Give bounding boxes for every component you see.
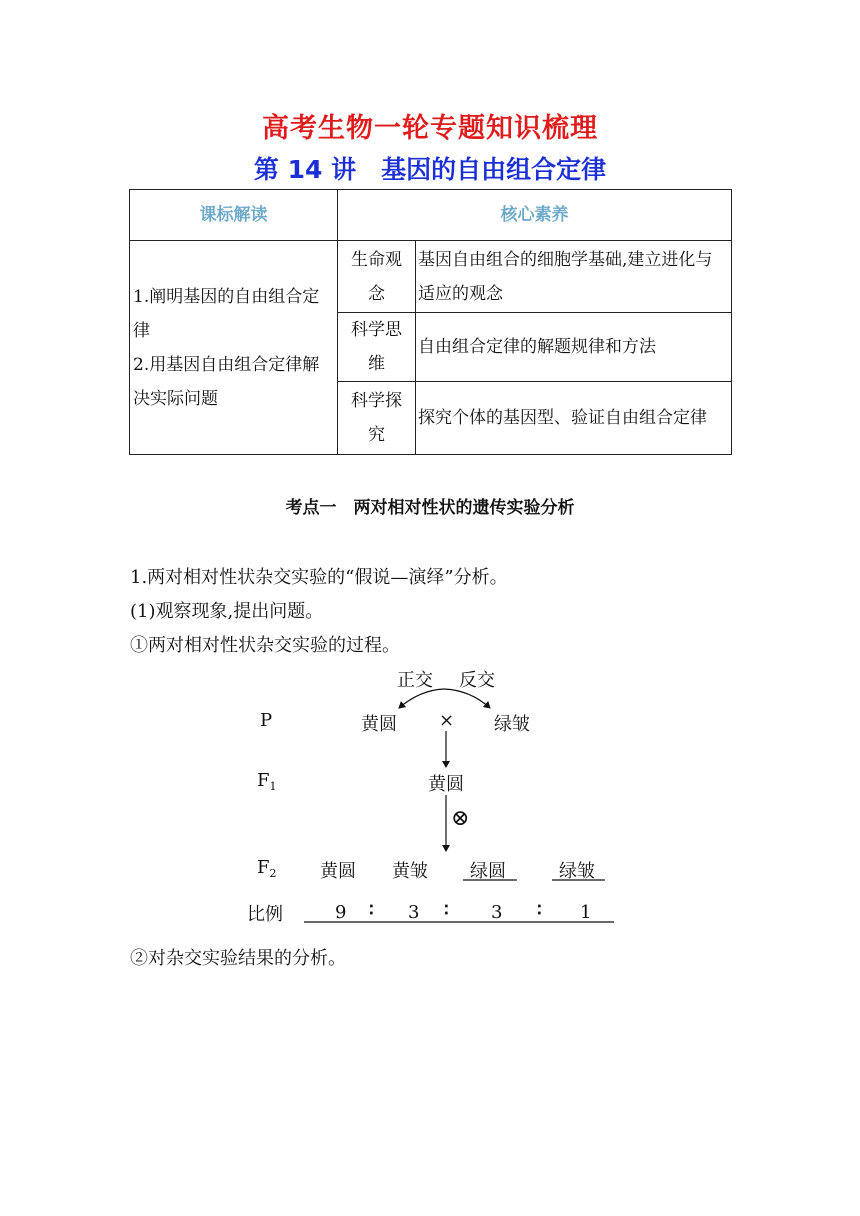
f2-phenotype: 黄皱 — [392, 861, 428, 882]
col2-header: 核心素养 — [338, 190, 732, 241]
lecture-title: 第 14 讲 基因的自由组合定律 — [253, 155, 607, 184]
f2-phenotype: 绿圆 — [470, 861, 506, 882]
standard-item: 1.阐明基因的自由组合定律 — [133, 286, 320, 341]
col1-header: 课标解读 — [130, 190, 338, 241]
ratio-value: 1 — [580, 902, 592, 923]
cross-symbol: × — [439, 710, 455, 731]
ratio-label: 比例 — [247, 904, 283, 925]
f2-phenotype: 黄圆 — [320, 861, 356, 882]
parent-green-wrinkled: 绿皱 — [494, 714, 530, 735]
selfing-symbol: ⊗ — [451, 806, 470, 831]
forward-cross-label: 正交 — [397, 670, 433, 691]
ratio-separator: ∶ — [369, 900, 374, 921]
literacy-description: 探究个体的基因型、验证自由组合定律 — [416, 382, 732, 455]
standard-item: 2.用基因自由组合定律解决实际问题 — [133, 354, 320, 409]
main-title: 高考生物一轮专题知识梳理 — [262, 113, 598, 144]
paragraph-1: 1.两对相对性状杂交实验的“假说—演绎”分析。 — [130, 567, 508, 588]
section-heading: 考点一 两对相对性状的遗传实验分析 — [285, 498, 575, 518]
f1-phenotype: 黄圆 — [428, 774, 464, 795]
generation-f2-label: $F_2$ — [257, 857, 277, 880]
ratio-value: 3 — [408, 902, 420, 923]
ratio-separator: ∶ — [537, 900, 542, 921]
parent-yellow-round: 黄圆 — [361, 714, 397, 735]
literacy-category: 科学探 究 — [338, 382, 416, 455]
standards-cell — [130, 241, 338, 455]
standards-table — [129, 189, 732, 455]
ratio-value: 9 — [335, 902, 347, 923]
generation-p-label: P — [260, 710, 273, 731]
paragraph-2: (1)观察现象,提出问题。 — [130, 601, 324, 622]
paragraph-3: ①两对相对性状杂交实验的过程。 — [130, 635, 400, 656]
literacy-description: 自由组合定律的解题规律和方法 — [416, 313, 732, 382]
literacy-category: 生命观 念 — [338, 241, 416, 313]
f2-phenotype: 绿皱 — [559, 861, 595, 882]
paragraph-4: ②对杂交实验结果的分析。 — [130, 948, 346, 969]
literacy-category: 科学思 维 — [338, 313, 416, 382]
ratio-separator: ∶ — [444, 900, 449, 921]
reverse-cross-label: 反交 — [459, 670, 495, 691]
generation-f1-label: $F_1$ — [257, 770, 277, 793]
literacy-description: 基因自由组合的细胞学基础,建立进化与适应的观念 — [416, 241, 732, 313]
ratio-value: 3 — [491, 902, 503, 923]
